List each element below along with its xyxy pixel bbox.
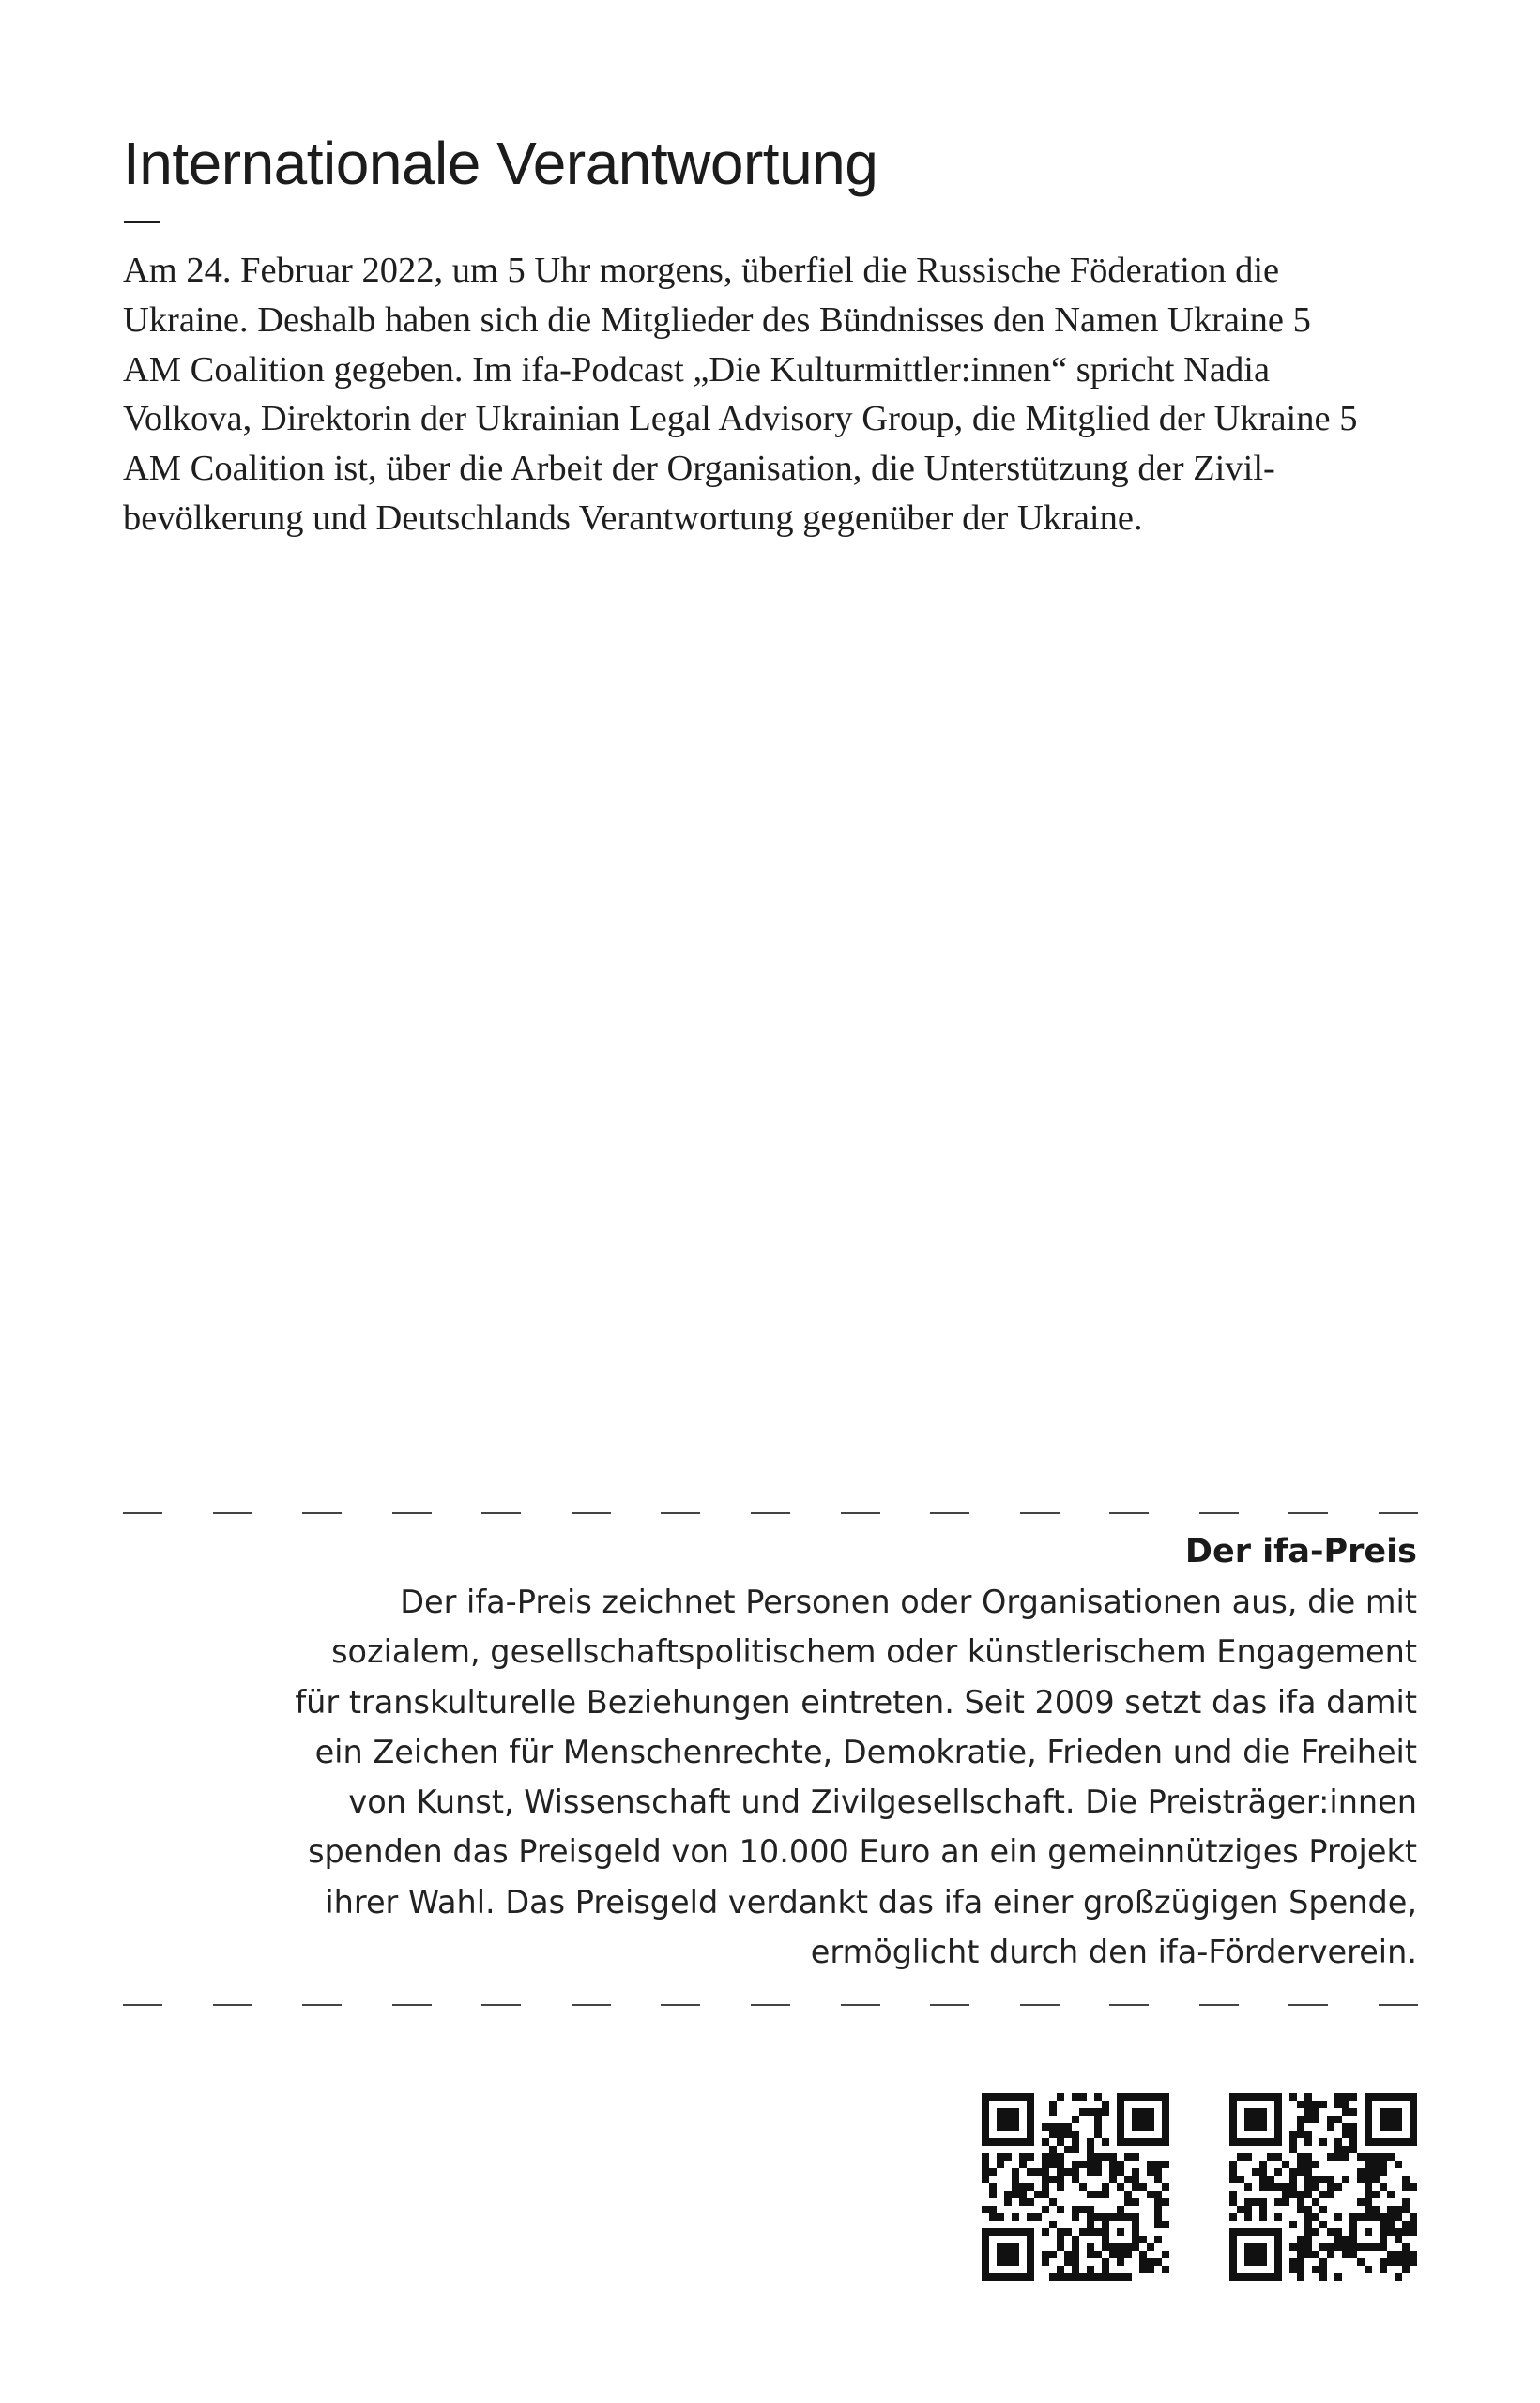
prize-line: spenden das Preisgeld von 10.000 Euro an ein gemeinnütziges Projekt [308, 1833, 1417, 1871]
prize-line: Der ifa-Preis zeichnet Personen oder Organisationen aus, die mit [400, 1584, 1417, 1620]
intro-line: AM Coalition ist, über die Arbeit der Organisation, die Unterstützung der Zivil- [123, 449, 1275, 489]
prize-heading: Der ifa-Preis [1184, 1533, 1417, 1570]
dashed-divider-top [123, 1512, 1418, 1515]
intro-line: Volkova, Direktorin der Ukrainian Legal Advisory Group, die Mitglied der Ukraine 5 [123, 399, 1358, 439]
prize-line: für transkulturelle Beziehungen eintreten. Seit 2009 setzt das ifa damit [295, 1683, 1417, 1721]
intro-paragraph [123, 246, 1427, 543]
intro-line: AM Coalition gegeben. Im ifa-Podcast „Die Kulturmittler:innen“ spricht Nadia [123, 349, 1271, 390]
prize-line: sozialem, gesellschaftspolitischem oder künstlerischem Engagement [331, 1633, 1417, 1671]
prize-line: ermöglicht durch den ifa-Förderverein. [810, 1934, 1417, 1971]
page-title: Internationale Verantwortung [123, 130, 878, 197]
intro-line: bevölkerung und Deutschlands Verantwortung gegenüber der Ukraine. [123, 497, 1143, 538]
prize-body [197, 1577, 1417, 1977]
intro-line: Ukraine. Deshalb haben sich die Mitglieder des Bündnisses den Namen Ukraine 5 [123, 299, 1311, 340]
prize-line: von Kunst, Wissenschaft und Zivilgesellschaft. Die Preisträger:innen [348, 1783, 1417, 1821]
prize-line: ihrer Wahl. Das Preisgeld verdankt das ifa einer großzügigen Spende, [325, 1883, 1417, 1921]
qr-code-icon[interactable] [1229, 2093, 1417, 2281]
title-underline-dash [124, 221, 160, 223]
dashed-divider-bottom [123, 2004, 1418, 2007]
prize-info-box [197, 1526, 1417, 1977]
qr-code-icon[interactable] [982, 2093, 1169, 2281]
intro-line: Am 24. Februar 2022, um 5 Uhr morgens, überfiel die Russische Föderation die [123, 251, 1280, 290]
prize-line: ein Zeichen für Menschenrechte, Demokratie, Frieden und die Freiheit [314, 1733, 1417, 1770]
